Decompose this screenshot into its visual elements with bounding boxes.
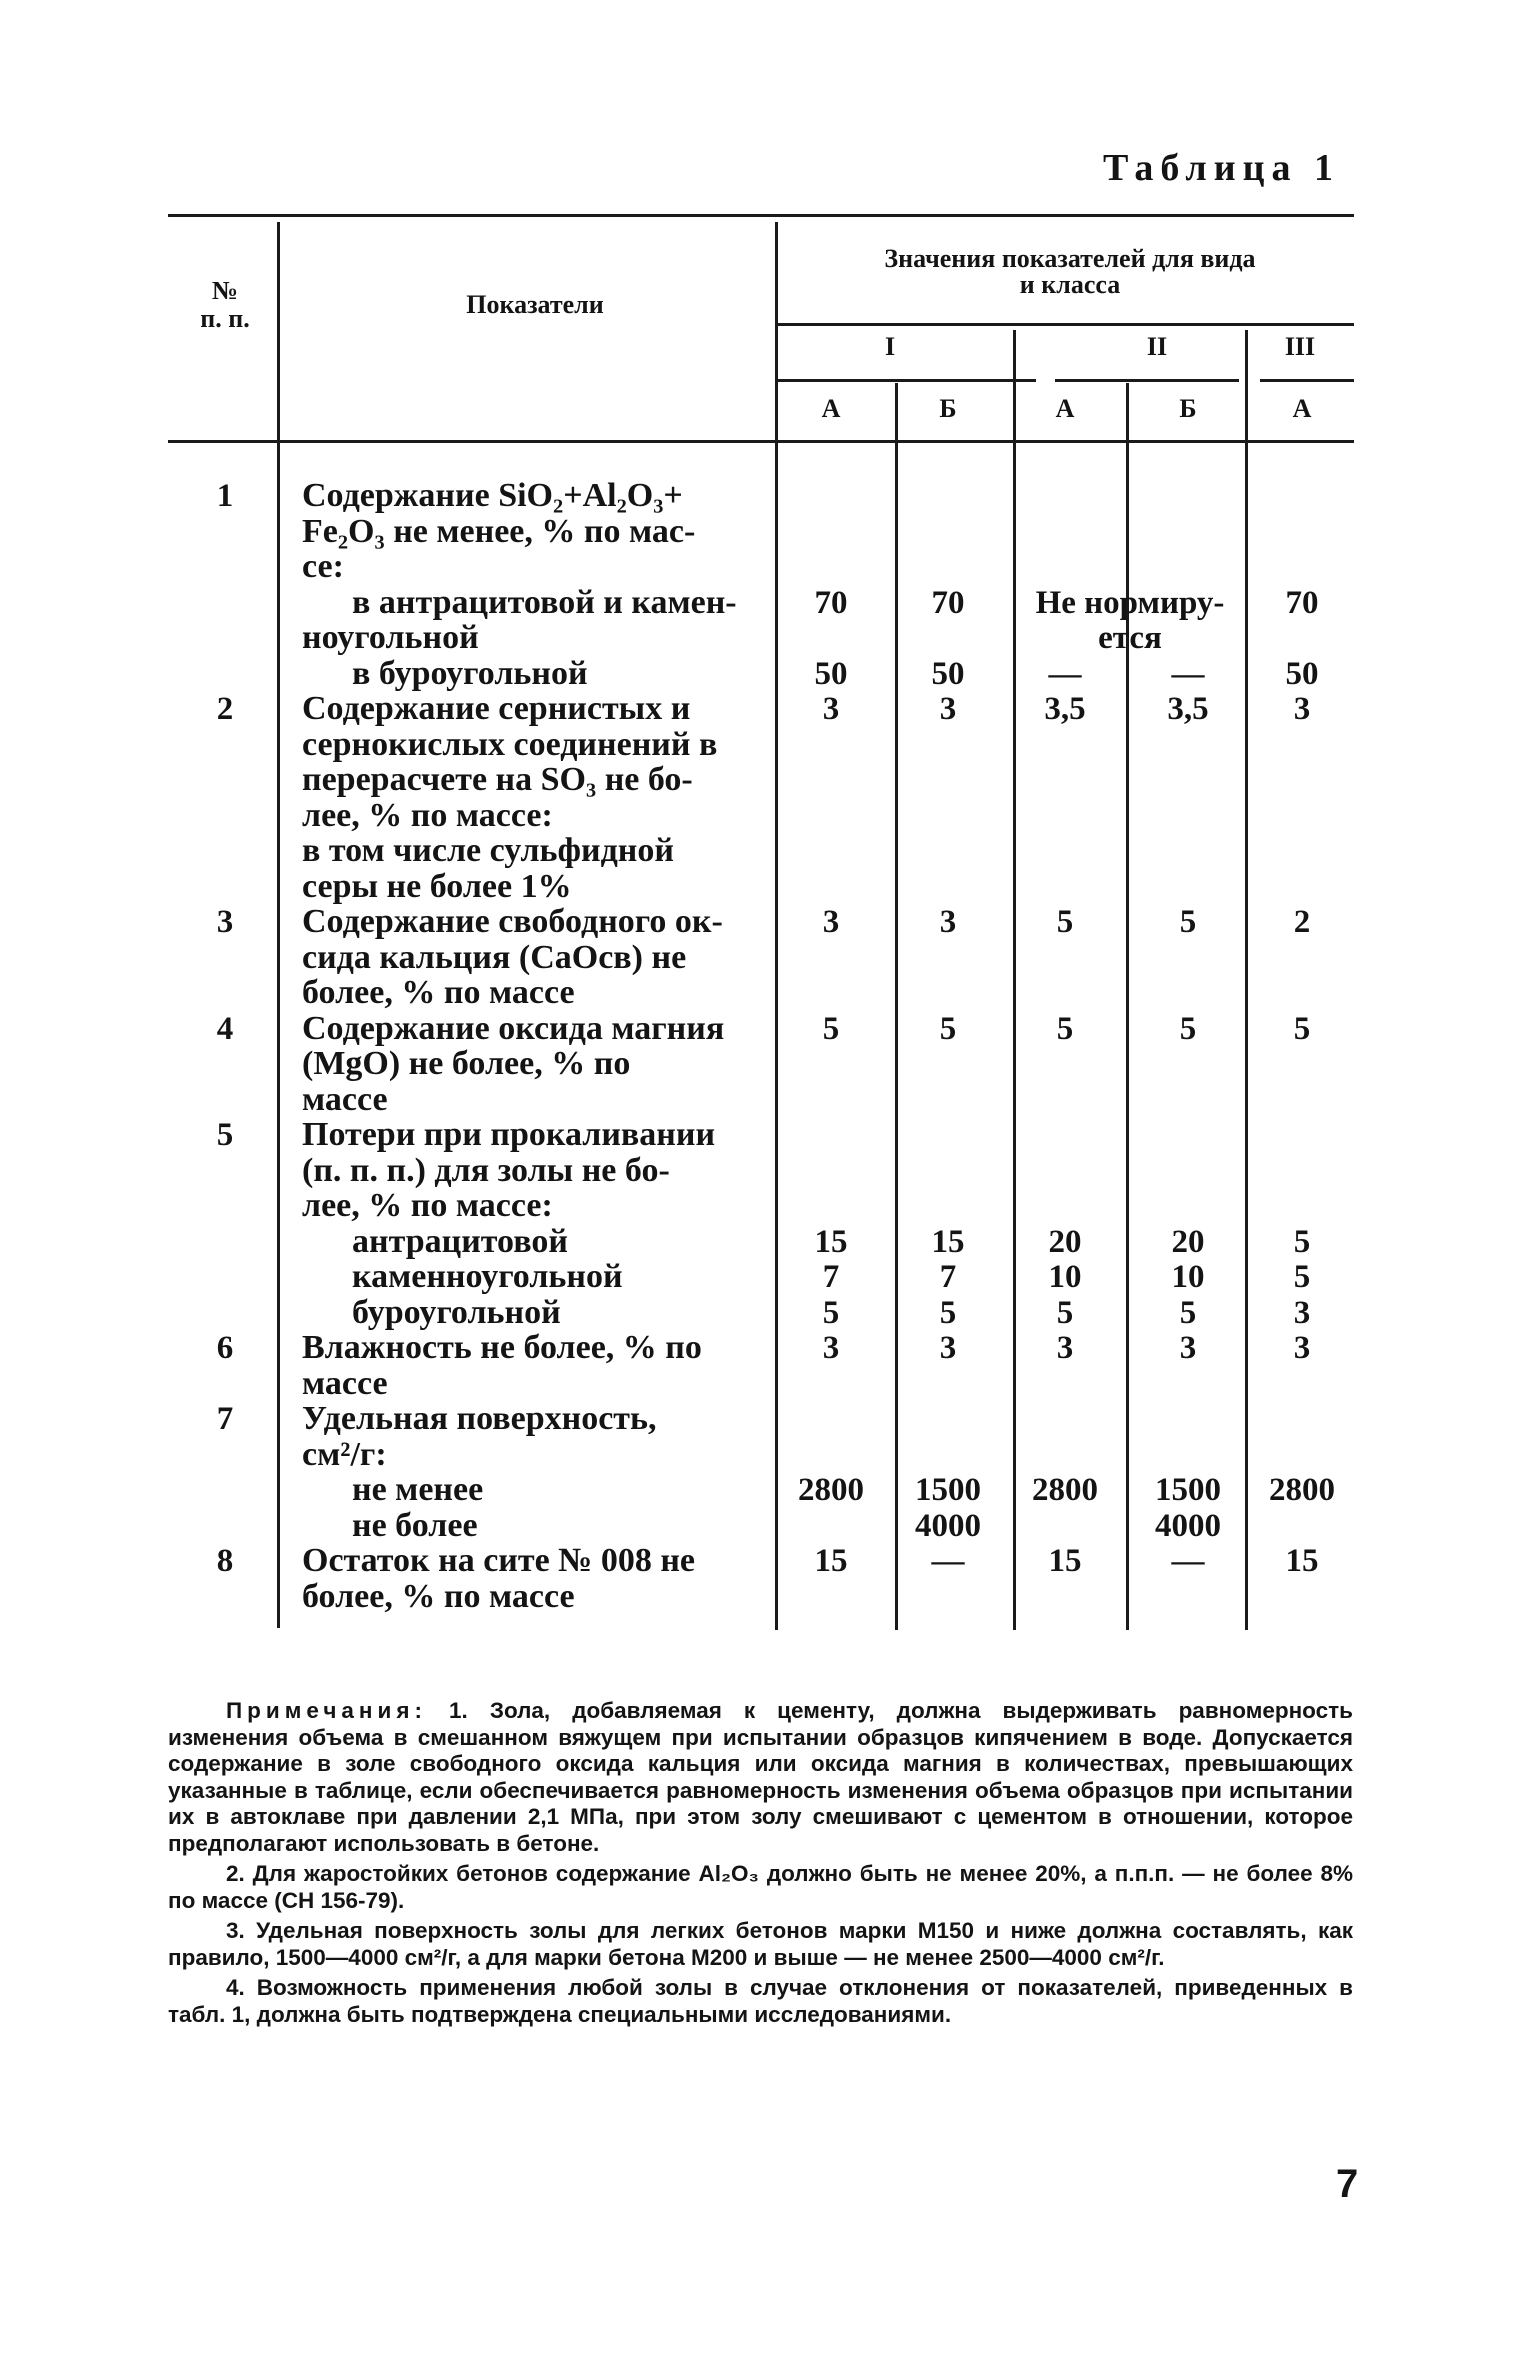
value-cell: 5 bbox=[1056, 1010, 1074, 1047]
indicator-line: Содержание свободного ок- bbox=[302, 903, 723, 940]
notes-lead: Примечания: bbox=[226, 1698, 427, 1723]
indicator-line: Удельная поверхность, bbox=[302, 1400, 657, 1437]
value-cell: 4000 bbox=[915, 1507, 981, 1544]
value-cell: 3 bbox=[822, 1330, 840, 1366]
indicator-line: буроугольной bbox=[352, 1293, 561, 1331]
indicator-line: в буроугольной bbox=[352, 654, 588, 692]
value-cell: 15 bbox=[1285, 1543, 1319, 1579]
indicator-line: более, % по массе bbox=[302, 974, 575, 1011]
value-cell: 3 bbox=[1293, 691, 1311, 727]
note-4: 4. Возможность применения любой золы в случае отклонения от показателей, приведенных в табл. 1, должна быть подтверждена специальными исследованиями. bbox=[168, 1975, 1353, 2027]
row-number: 3 bbox=[216, 904, 234, 940]
indicator-line: каменноугольной bbox=[352, 1258, 623, 1295]
rule-col-5 bbox=[1245, 330, 1248, 1630]
rule-kind-I bbox=[778, 379, 1036, 382]
value-cell: 50 bbox=[931, 655, 965, 692]
rule-col-4 bbox=[1126, 383, 1129, 1630]
value-cell: 5 bbox=[1293, 1223, 1311, 1260]
value-cell: 3 bbox=[939, 691, 957, 727]
notes-section bbox=[168, 1698, 1353, 2032]
rule-col-0 bbox=[277, 222, 280, 1628]
value-cell: 5 bbox=[1056, 1294, 1074, 1331]
value-cell: 15 bbox=[814, 1543, 848, 1579]
indicator-line: не более bbox=[352, 1506, 478, 1544]
header-indicator: Показатели bbox=[466, 290, 604, 319]
value-cell: Не нормиру- bbox=[1035, 584, 1225, 621]
value-cell: 3,5 bbox=[1044, 691, 1086, 727]
value-cell: 7 bbox=[939, 1259, 957, 1295]
value-cell: 3 bbox=[1293, 1330, 1311, 1366]
value-cell: ется bbox=[1098, 620, 1162, 656]
value-cell: 4000 bbox=[1155, 1507, 1221, 1544]
indicator-line: антрацитовой bbox=[352, 1222, 568, 1260]
rule-top bbox=[168, 214, 1354, 217]
header-class: Б bbox=[939, 394, 957, 423]
value-cell: 70 bbox=[931, 584, 965, 621]
value-cell: 3,5 bbox=[1167, 691, 1209, 727]
value-cell: 5 bbox=[939, 1294, 957, 1331]
value-cell: — bbox=[1048, 655, 1082, 692]
indicator-line: серы не более 1% bbox=[302, 867, 572, 905]
value-cell: 70 bbox=[1285, 584, 1319, 621]
indicator-line: массе bbox=[302, 1364, 388, 1402]
value-cell: 10 bbox=[1048, 1259, 1082, 1295]
indicator-line: в том числе сульфидной bbox=[302, 832, 674, 869]
indicator-line: не менее bbox=[352, 1471, 484, 1508]
indicator-line: Влажность не более, % по bbox=[302, 1329, 702, 1366]
rule-header-bottom bbox=[168, 440, 1354, 443]
value-cell: — bbox=[931, 1543, 965, 1579]
row-number: 5 bbox=[216, 1117, 234, 1153]
rule-values bbox=[778, 323, 1354, 326]
indicator-line: Содержание SiO₂+Al₂O₃+ bbox=[302, 477, 683, 514]
rule-kind-III bbox=[1260, 379, 1354, 382]
header-values-2: и класса bbox=[1019, 270, 1121, 299]
indicator-line: лее, % по массе: bbox=[302, 796, 553, 834]
indicator-line: массе bbox=[302, 1080, 388, 1118]
row-number: 7 bbox=[216, 1401, 234, 1437]
value-cell: 1500 bbox=[915, 1472, 981, 1508]
value-cell: 20 bbox=[1048, 1223, 1082, 1260]
value-cell: 7 bbox=[822, 1259, 840, 1295]
rule-kind-II bbox=[1055, 379, 1239, 382]
indicator-line: се: bbox=[302, 548, 344, 585]
header-class: А bbox=[1292, 394, 1312, 423]
value-cell: 5 bbox=[1056, 904, 1074, 940]
header-values-1: Значения показателей для вида bbox=[884, 244, 1256, 273]
value-cell: — bbox=[1171, 1543, 1205, 1579]
value-cell: 5 bbox=[822, 1010, 840, 1047]
value-cell: 2 bbox=[1293, 904, 1311, 940]
indicator-line: ноугольной bbox=[302, 619, 479, 656]
value-cell: 5 bbox=[1293, 1259, 1311, 1295]
header-num-1: № bbox=[211, 276, 239, 305]
rule-col-3 bbox=[1013, 330, 1016, 1630]
note-2: 2. Для жаростойких бетонов содержание Al₂O₃ должно быть не менее 20%, а п.п.п. — не более 8% по массе (СН 156-79). bbox=[168, 1861, 1353, 1913]
value-cell: 3 bbox=[1293, 1294, 1311, 1331]
value-cell: 3 bbox=[1056, 1330, 1074, 1366]
value-cell: 5 bbox=[1179, 1294, 1197, 1331]
indicator-line: Остаток на сите № 008 не bbox=[302, 1542, 696, 1579]
value-cell: 15 bbox=[1048, 1543, 1082, 1579]
value-cell: 50 bbox=[1285, 655, 1319, 692]
indicator-line: Содержание оксида магния bbox=[302, 1009, 725, 1047]
header-class: Б bbox=[1179, 394, 1197, 423]
value-cell: 3 bbox=[1179, 1330, 1197, 1366]
value-cell: 5 bbox=[1293, 1010, 1311, 1047]
value-cell: — bbox=[1171, 655, 1205, 692]
value-cell: 70 bbox=[814, 584, 848, 621]
indicator-line: в антрацитовой и камен- bbox=[352, 583, 737, 621]
note-3: 3. Удельная поверхность золы для легких бетонов марки М150 и ниже должна составлять, как правило, 1500—4000 см²/г, а для марки бетона М200 и выше — не менее 2500—4000 см²/г. bbox=[168, 1918, 1353, 1970]
indicator-line: Fe₂O₃ не менее, % по мас- bbox=[302, 512, 696, 550]
value-cell: 5 bbox=[1179, 904, 1197, 940]
value-cell: 20 bbox=[1171, 1223, 1205, 1260]
indicator-line: Содержание сернистых и bbox=[302, 690, 691, 727]
value-cell: 50 bbox=[814, 655, 848, 692]
indicator-line: более, % по массе bbox=[302, 1577, 575, 1615]
value-cell: 2800 bbox=[798, 1472, 864, 1508]
note-1 bbox=[168, 1698, 1353, 1857]
value-cell: 3 bbox=[822, 691, 840, 727]
rule-col-2 bbox=[895, 383, 898, 1630]
value-cell: 1500 bbox=[1155, 1472, 1221, 1508]
value-cell: 2800 bbox=[1269, 1472, 1335, 1508]
value-cell: 15 bbox=[931, 1223, 965, 1260]
header-num-2: п. п. bbox=[200, 304, 250, 333]
value-cell: 3 bbox=[939, 1330, 957, 1366]
value-cell: 10 bbox=[1171, 1259, 1205, 1295]
header-kind-I: I bbox=[884, 332, 896, 361]
value-cell: 3 bbox=[939, 904, 957, 940]
indicator-line: (MgO) не более, % по bbox=[302, 1045, 631, 1082]
value-cell: 2800 bbox=[1032, 1472, 1098, 1508]
header-class: А bbox=[1055, 394, 1075, 423]
header-class: А bbox=[821, 394, 841, 423]
page-number: 7 bbox=[1336, 2162, 1359, 2206]
table-caption: Таблица 1 bbox=[1102, 147, 1340, 189]
indicator-line: перерасчете на SO₃ не бо- bbox=[302, 761, 693, 798]
row-number: 2 bbox=[216, 691, 234, 727]
value-cell: 3 bbox=[822, 904, 840, 940]
header-kind-III: III bbox=[1284, 332, 1316, 361]
indicator-line: сида кальция (CaOсв) не bbox=[302, 938, 687, 976]
indicator-line: лее, % по массе: bbox=[302, 1187, 553, 1224]
value-cell: 5 bbox=[822, 1294, 840, 1331]
value-cell: 15 bbox=[814, 1223, 848, 1260]
row-number: 1 bbox=[216, 478, 234, 514]
indicator-line: (п. п. п.) для золы не бо- bbox=[302, 1151, 670, 1189]
value-cell: 5 bbox=[1179, 1010, 1197, 1047]
indicator-line: сернокислых соединений в bbox=[302, 725, 718, 763]
row-number: 8 bbox=[216, 1543, 234, 1579]
indicator-line: см²/г: bbox=[302, 1435, 387, 1473]
indicator-line: Потери при прокаливании bbox=[302, 1116, 716, 1153]
note-text: 1. Зола, добавляемая к цементу, должна выдерживать равномерность изменения объема в смешанном вяжущем при испытании образцов кипячением в воде. Допускается содержание в золе свободного оксида кальция или оксида магния в количествах, превышающих указанные в таблице, если обеспечивается равномерность изменения объема образцов при испытании их в автоклаве при давлении 2,1 МПа, при этом золу смешивают с цементом в отношении, которое предполагают использовать в бетоне. bbox=[168, 1698, 1353, 1856]
header-kind-II: II bbox=[1146, 332, 1168, 361]
value-cell: 5 bbox=[939, 1010, 957, 1047]
row-number: 4 bbox=[216, 1010, 234, 1047]
row-number: 6 bbox=[216, 1330, 234, 1366]
